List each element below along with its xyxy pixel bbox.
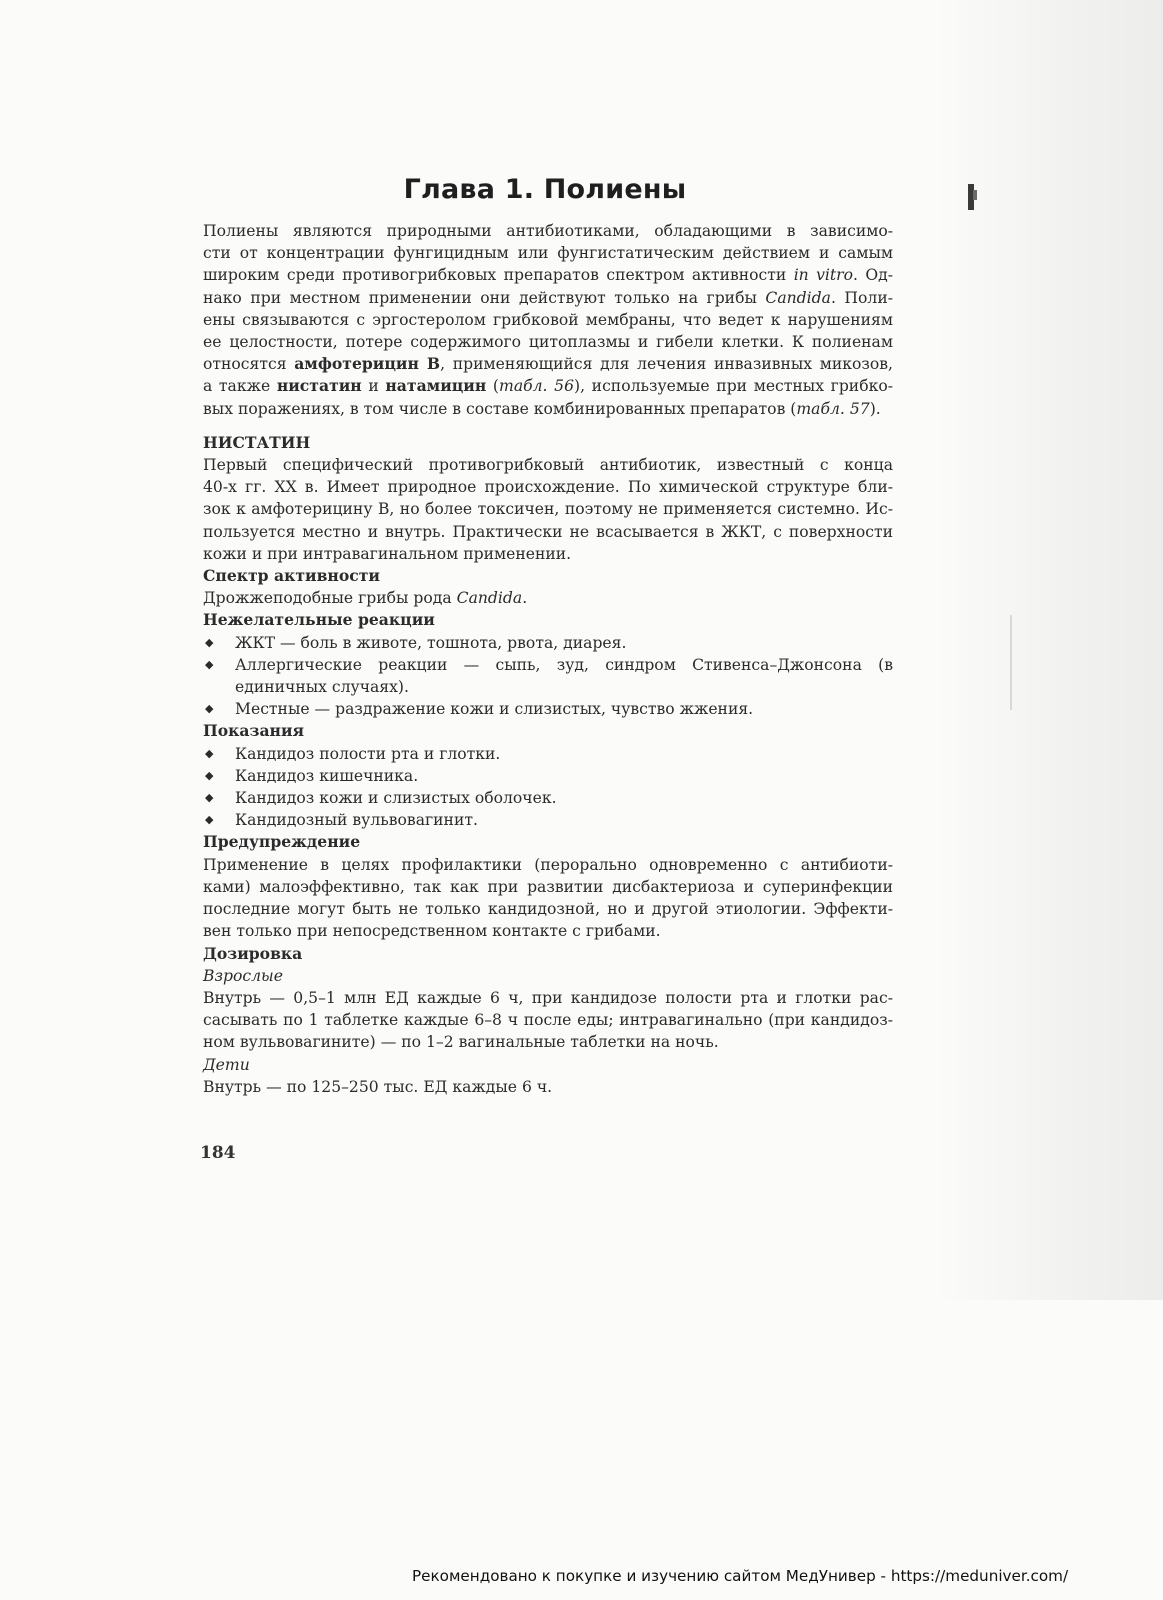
nystatin-description	[203, 454, 893, 565]
children-heading: Дети	[203, 1055, 250, 1074]
candida-term: Candida	[765, 288, 831, 307]
list-item	[203, 787, 893, 809]
adults-heading: Взрослые	[203, 966, 283, 985]
bullet-icon: ◆	[205, 702, 214, 716]
intro-text: (	[486, 377, 500, 396]
intro-text: ), используемые при местных грибко-	[574, 377, 893, 396]
scan-artifact-rule	[1010, 615, 1012, 710]
list-item-text: Кандидоз кишечника.	[235, 766, 419, 785]
list-item	[203, 809, 893, 831]
warning-line-3: последние могут быть не только кандидозной, но и другой этиологии. Эффекти-	[203, 900, 893, 919]
intro-text: и	[361, 377, 386, 396]
natamycin-term: натамицин	[385, 376, 487, 396]
warning-line-4: вен только при непосредственном контакте с грибами.	[203, 922, 661, 941]
intro-text: относятся	[203, 355, 295, 374]
spectrum-body: Дрожжеподобные грибы рода	[203, 589, 457, 608]
children-text: Внутрь — по 125–250 тыс. ЕД каждые 6 ч.	[203, 1077, 553, 1096]
adverse-heading: Нежелательные реакции	[203, 610, 435, 630]
indications-heading: Показания	[203, 721, 305, 741]
intro-line-2: сти от концентрации фунгицидным или фунгистатическим действием и самым	[203, 244, 893, 263]
table-ref-57: табл. 57	[796, 399, 870, 418]
list-item-text: ЖКТ — боль в животе, тошнота, рвота, диарея.	[235, 633, 627, 652]
nystatin-term: нистатин	[276, 376, 362, 396]
page-content	[203, 220, 893, 1098]
intro-line-1: Полиены являются природными антибиотиками, обладающими в зависимо-	[203, 222, 893, 240]
warning-line-1: Применение в целях профилактики (перорально одновременно с антибиоти-	[203, 855, 893, 874]
amphotericin-term: амфотерицин В	[294, 354, 441, 374]
spectrum-candida-term: Candida	[456, 589, 523, 608]
section-heading-nystatin: НИСТАТИН	[203, 432, 311, 452]
bullet-icon: ◆	[205, 746, 214, 760]
intro-line-3	[203, 264, 893, 286]
bullet-icon: ◆	[205, 813, 214, 827]
nystatin-line-2: 40-х гг. XX в. Имеет природное происхождение. По химической структуре бли-	[203, 478, 893, 497]
warning-line-2: ками) малоэффективно, так как при развитии дисбактериоза и суперинфекции	[203, 877, 893, 896]
intro-text: вых поражениях, в том числе в составе комбинированных препаратов (	[203, 399, 797, 418]
list-item	[203, 632, 893, 654]
bullet-icon: ◆	[205, 657, 214, 671]
intro-text: ).	[869, 399, 881, 418]
intro-line-9	[203, 398, 893, 420]
intro-line-7	[203, 353, 893, 375]
dosage-heading: Дозировка	[203, 943, 303, 963]
spectrum-text	[203, 587, 893, 609]
list-item-text: Местные — раздражение кожи и слизистых, чувство жжения.	[235, 700, 754, 719]
nystatin-line-3: зок к амфотерицину В, но более токсичен, поэтому не применяется системно. Ис-	[203, 500, 893, 519]
list-item-text: Кандидоз полости рта и глотки.	[235, 744, 501, 763]
list-item-text: Аллергические реакции — сыпь, зуд, синдром Стивенса–Джонсона (в единичных случаях).	[235, 655, 893, 697]
spectrum-end: .	[522, 589, 528, 608]
footer-recommendation: Рекомендовано к покупке и изучению сайтом МедУнивер - https://meduniver.com/	[412, 1567, 1069, 1585]
adverse-list	[203, 632, 893, 721]
adults-line-1: Внутрь — 0,5–1 млн ЕД каждые 6 ч, при кандидозе полости рта и глотки рас-	[203, 988, 893, 1007]
intro-text: широким среди противогрибковых препаратов спектром активности	[203, 266, 794, 285]
list-item	[203, 654, 893, 698]
edge-thumb-mark-2	[973, 190, 977, 200]
list-item	[203, 765, 893, 787]
list-item	[203, 698, 893, 720]
list-item-text: Кандидозный вульвовагинит.	[235, 811, 478, 830]
list-item-text: Кандидоз кожи и слизистых оболочек.	[235, 789, 557, 808]
bullet-icon: ◆	[205, 635, 214, 649]
adults-line-3: ном вульвовагините) — по 1–2 вагинальные таблетки на ночь.	[203, 1033, 719, 1052]
in-vitro-term: in vitro	[793, 266, 853, 285]
nystatin-line-1: Первый специфический противогрибковый антибиотик, известный с конца	[203, 456, 893, 475]
intro-text: . Од-	[853, 266, 893, 285]
intro-text: , применяющийся для лечения инвазивных микозов,	[440, 355, 893, 374]
table-ref-56: табл. 56	[499, 377, 574, 396]
indications-list	[203, 743, 893, 832]
warning-heading: Предупреждение	[203, 832, 361, 852]
adults-text	[203, 987, 893, 1054]
intro-line-5: ены связываются с эргостеролом грибковой мембраны, что ведет к нарушениям	[203, 310, 893, 329]
page-number: 184	[200, 1143, 236, 1163]
spectrum-heading: Спектр активности	[203, 566, 380, 586]
intro-text: нако при местном применении они действуют только на грибы	[203, 288, 766, 307]
intro-line-8	[203, 375, 893, 397]
intro-text: . Поли-	[830, 288, 893, 307]
intro-line-4	[203, 287, 893, 309]
bullet-icon: ◆	[205, 791, 214, 805]
nystatin-line-4: пользуется местно и внутрь. Практически не всасывается в ЖКТ, с поверхности	[203, 522, 893, 541]
intro-text: а также	[203, 377, 277, 396]
intro-paragraph	[203, 220, 893, 420]
chapter-title: Глава 1. Полиены	[403, 174, 687, 206]
warning-text	[203, 854, 893, 943]
nystatin-line-5: кожи и при интравагинальном применении.	[203, 544, 572, 563]
intro-line-6: ее целостности, потере содержимого цитоплазмы и гибели клетки. К полиенам	[203, 333, 893, 352]
adults-line-2: сасывать по 1 таблетке каждые 6–8 ч после еды; интравагинально (при кандидоз-	[203, 1011, 893, 1030]
list-item	[203, 743, 893, 765]
bullet-icon: ◆	[205, 768, 214, 782]
